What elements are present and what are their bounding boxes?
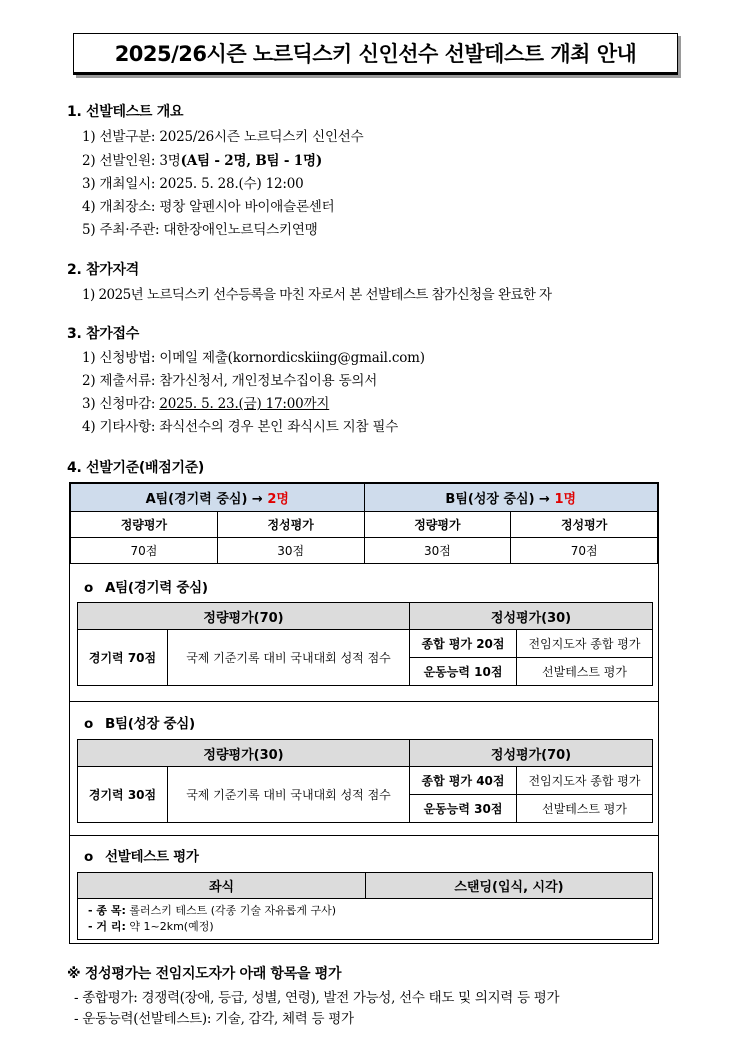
table-cell: 정량평가(30) bbox=[78, 740, 410, 767]
divider bbox=[70, 835, 658, 836]
test-eval-table bbox=[77, 872, 653, 940]
table-cell: 좌식 bbox=[78, 873, 366, 899]
table-cell: 종합 평가 40점 bbox=[410, 767, 517, 795]
team-b-heading: o B팀(성장 중심) bbox=[84, 716, 195, 732]
note-item: - 운동능력(선발테스트): 기술, 감각, 체력 등 평가 bbox=[74, 1011, 354, 1027]
criteria-box bbox=[69, 482, 659, 944]
page-title: 2025/26시즌 노르딕스키 신인선수 선발테스트 개최 안내 bbox=[73, 33, 678, 75]
table-cell: 경기력 70점 bbox=[78, 630, 168, 686]
table-cell: 국제 기준기록 대비 국내대회 성적 점수 bbox=[168, 630, 410, 686]
table-cell: 경기력 30점 bbox=[78, 767, 168, 823]
summary-table bbox=[70, 483, 658, 564]
table-cell: 선발테스트 평가 bbox=[517, 795, 653, 823]
table-cell: 국제 기준기록 대비 국내대회 성적 점수 bbox=[168, 767, 410, 823]
section3-heading: 3. 참가접수 bbox=[67, 326, 139, 342]
table-cell: 30점 bbox=[217, 538, 364, 564]
list-item: 1) 2025년 노르딕스키 선수등록을 마친 자로서 본 선발테스트 참가신청을 완료한 자 bbox=[82, 287, 552, 303]
table-cell: 스탠딩(입식, 시각) bbox=[366, 873, 653, 899]
table-cell: 종합 평가 20점 bbox=[410, 630, 517, 658]
table-cell: 정량평가 bbox=[71, 512, 218, 538]
table-cell: 선발테스트 평가 bbox=[517, 658, 653, 686]
table-cell: 정성평가(30) bbox=[410, 603, 653, 630]
table-cell: 운동능력 10점 bbox=[410, 658, 517, 686]
table-cell: 정량평가 bbox=[364, 512, 511, 538]
section4-heading: 4. 선발기준(배점기준) bbox=[67, 460, 205, 476]
test-eval-heading: o 선발테스트 평가 bbox=[84, 849, 199, 865]
team-a-table bbox=[77, 602, 653, 686]
notes-heading: ※ 정성평가는 전임지도자가 아래 항목을 평가 bbox=[67, 966, 342, 982]
table-cell: 전임지도자 종합 평가 bbox=[517, 630, 653, 658]
team-b-header: B팀(성장 중심) → 1명 bbox=[364, 484, 658, 512]
note-item: - 종합평가: 경쟁력(장애, 등급, 성별, 연령), 발전 가능성, 선수 태도 및 의지력 등 평가 bbox=[74, 990, 560, 1006]
table-cell: 운동능력 30점 bbox=[410, 795, 517, 823]
section1-heading: 1. 선발테스트 개요 bbox=[67, 104, 184, 120]
list-item: 3) 신청마감: 2025. 5. 23.(금) 17:00까지 bbox=[82, 396, 330, 412]
table-cell: - 종 목: 롤러스키 테스트 (각종 기술 자유롭게 구사) - 거 리: 약 1~2km(예정) bbox=[78, 899, 653, 940]
list-item: 1) 선발구분: 2025/26시즌 노르딕스키 신인선수 bbox=[82, 129, 364, 145]
team-b-table bbox=[77, 739, 653, 823]
list-item: 4) 기타사항: 좌식선수의 경우 본인 좌식시트 지참 필수 bbox=[82, 419, 399, 435]
list-item: 3) 개최일시: 2025. 5. 28.(수) 12:00 bbox=[82, 176, 304, 192]
section2-heading: 2. 참가자격 bbox=[67, 262, 139, 278]
team-a-header: A팀(경기력 중심) → 2명 bbox=[71, 484, 365, 512]
list-item: 5) 주최·주관: 대한장애인노르딕스키연맹 bbox=[82, 222, 318, 238]
deadline-value: 2025. 5. 23.(금) 17:00까지 bbox=[159, 396, 330, 412]
table-cell: 정성평가 bbox=[511, 512, 658, 538]
table-cell: 70점 bbox=[71, 538, 218, 564]
list-item: 4) 개최장소: 평창 알펜시아 바이애슬론센터 bbox=[82, 199, 335, 215]
table-cell: 정량평가(70) bbox=[78, 603, 410, 630]
list-item: 2) 제출서류: 참가신청서, 개인정보수집이용 동의서 bbox=[82, 373, 378, 389]
list-item: 2) 선발인원: 3명(A팀 - 2명, B팀 - 1명) bbox=[82, 153, 323, 169]
divider bbox=[70, 701, 658, 702]
table-cell: 전임지도자 종합 평가 bbox=[517, 767, 653, 795]
list-item: 1) 신청방법: 이메일 제출(kornordicskiing@gmail.com) bbox=[82, 350, 425, 366]
team-a-heading: o A팀(경기력 중심) bbox=[84, 580, 208, 596]
table-cell: 70점 bbox=[511, 538, 658, 564]
table-cell: 정성평가(70) bbox=[410, 740, 653, 767]
table-cell: 정성평가 bbox=[217, 512, 364, 538]
table-cell: 30점 bbox=[364, 538, 511, 564]
